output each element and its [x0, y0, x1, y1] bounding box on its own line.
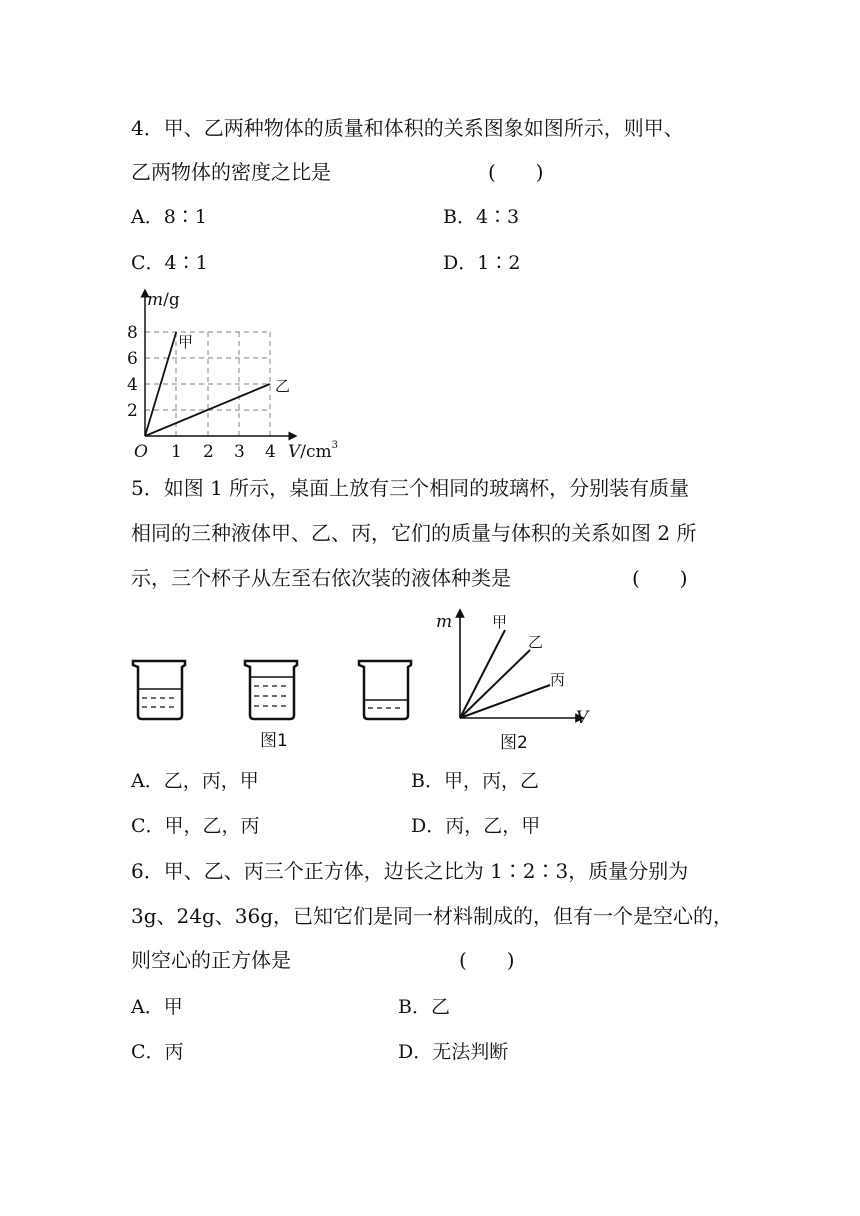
- q4-y-tick-8: 8: [127, 323, 138, 343]
- q5-figure-1-beakers: [125, 655, 425, 755]
- q4-answer-blank: ( ): [488, 160, 544, 184]
- q4-x-label: $V/cm^3$: [288, 440, 339, 462]
- q5-figure-2-graph: [430, 605, 595, 753]
- q6-stem-line-2: 3g、24g、36g，已知它们是同一材料制成的，但有一个是空心的，: [131, 904, 734, 928]
- q5-fig2-x-label: V: [576, 708, 589, 728]
- q6-answer-blank: ( ): [459, 948, 515, 972]
- q5-option-c[interactable]: C．甲，乙，丙: [131, 815, 260, 837]
- q5-beaker-1: [133, 661, 185, 719]
- q6-option-d[interactable]: D．无法判断: [398, 1041, 509, 1063]
- q5-stem-line-3: 示，三个杯子从左至右依次装的液体种类是: [131, 566, 511, 590]
- q4-y-tick-4: 4: [127, 375, 138, 395]
- q4-grid: [145, 332, 270, 436]
- q4-stem-line-2: 乙两物体的密度之比是: [131, 160, 331, 184]
- q4-option-a[interactable]: A．8∶1: [131, 206, 207, 228]
- q4-x-tick-4: 4: [265, 442, 276, 462]
- q5-fig2-line-yi: [460, 650, 530, 718]
- q4-series-jia-label: 甲: [178, 333, 194, 351]
- q4-y-tick-6: 6: [127, 349, 138, 369]
- q6-option-a[interactable]: A．甲: [131, 996, 183, 1018]
- q5-fig2-label-yi: 乙: [528, 633, 544, 651]
- q5-figure-2-caption: 图2: [500, 733, 528, 753]
- q5-option-b[interactable]: B．甲，丙，乙: [411, 770, 539, 792]
- q5-fig2-y-label: m: [436, 612, 453, 632]
- q6-stem-line-3: 则空心的正方体是: [131, 948, 291, 972]
- q5-stem-line-1: 5．如图 1 所示，桌面上放有三个相同的玻璃杯，分别装有质量: [131, 476, 690, 500]
- q4-x-tick-1: 1: [171, 442, 182, 462]
- q4-y-label: m/g: [147, 290, 180, 310]
- q5-option-d[interactable]: D．丙，乙，甲: [411, 815, 541, 837]
- q5-answer-blank: ( ): [632, 566, 688, 590]
- q4-mass-volume-graph: [125, 285, 365, 460]
- q6-stem-line-1: 6．甲、乙、丙三个正方体，边长之比为 1∶2∶3，质量分别为: [131, 859, 689, 883]
- q5-stem-line-2: 相同的三种液体甲、乙、丙，它们的质量与体积的关系如图 2 所: [131, 521, 697, 545]
- q6-option-b[interactable]: B．乙: [398, 996, 450, 1018]
- q5-beaker-3: [359, 661, 411, 719]
- q4-y-tick-2: 2: [127, 401, 138, 421]
- q4-option-c[interactable]: C．4∶1: [131, 252, 208, 274]
- q4-option-b[interactable]: B．4∶3: [443, 206, 520, 228]
- q5-option-a[interactable]: A．乙，丙，甲: [131, 770, 259, 792]
- q4-option-d[interactable]: D．1∶2: [443, 252, 521, 274]
- q4-x-tick-2: 2: [203, 442, 214, 462]
- q5-fig2-label-jia: 甲: [492, 613, 508, 631]
- q4-origin-label: O: [134, 442, 148, 462]
- q6-option-c[interactable]: C．丙: [131, 1041, 184, 1063]
- q5-fig2-label-bing: 丙: [550, 671, 566, 689]
- q4-stem-line-1: 4．甲、乙两种物体的质量和体积的关系图象如图所示，则甲、: [131, 116, 684, 140]
- q5-beaker-2: [245, 661, 297, 719]
- q4-series-yi-label: 乙: [275, 377, 291, 395]
- q4-x-tick-3: 3: [234, 442, 245, 462]
- q5-figure-1-caption: 图1: [260, 731, 288, 751]
